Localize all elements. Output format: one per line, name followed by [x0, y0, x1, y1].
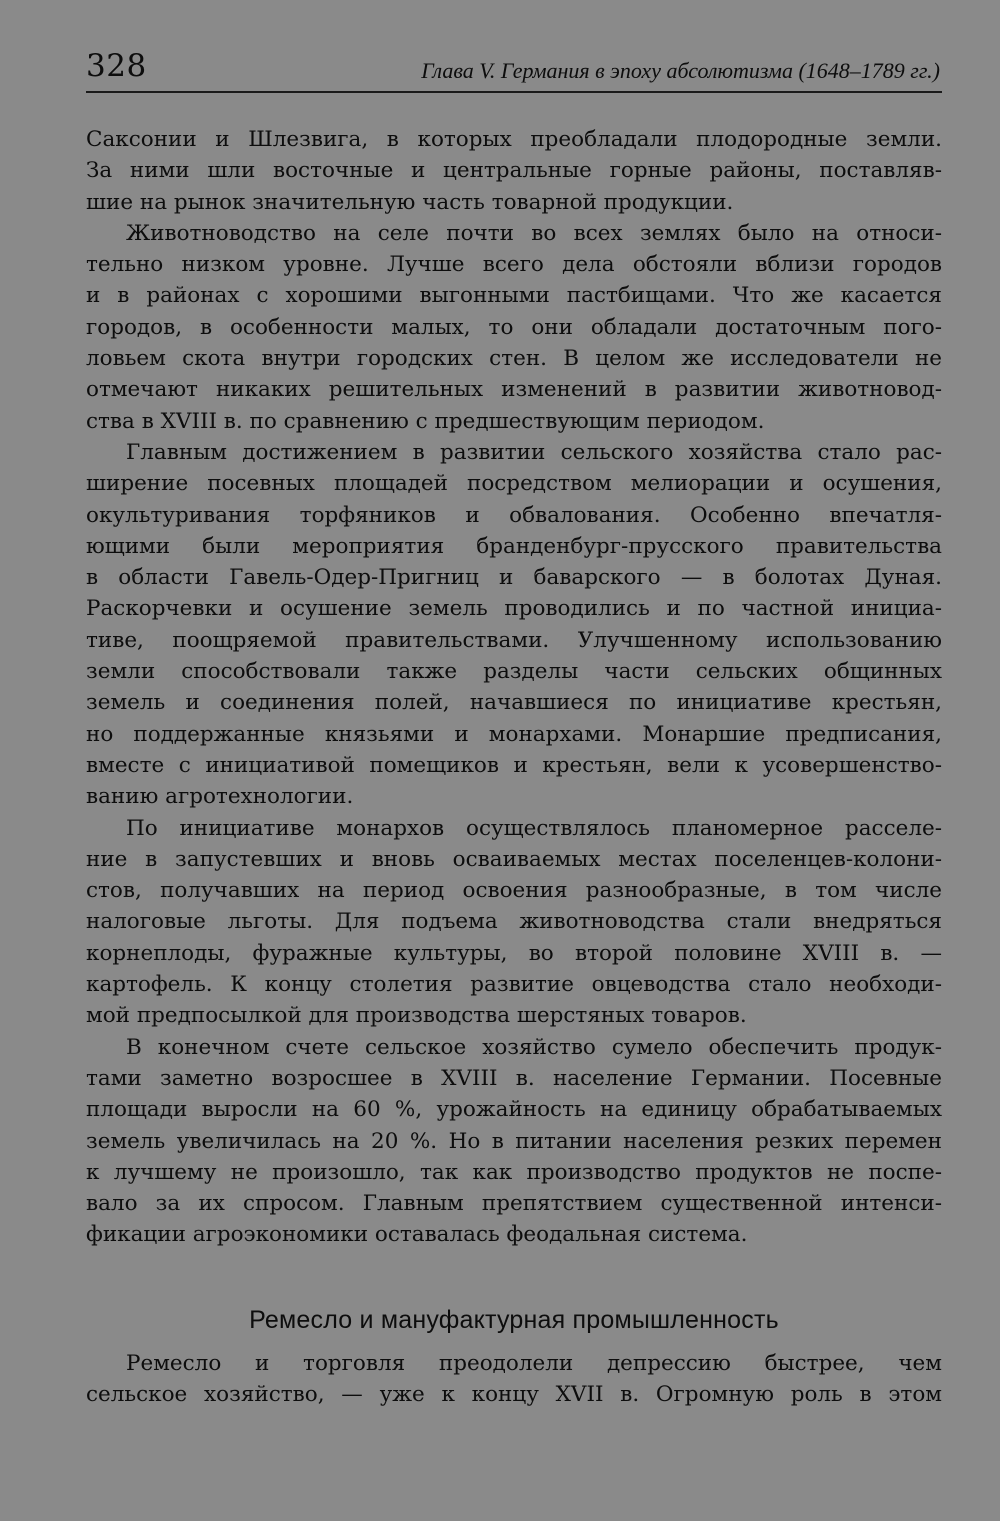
text-line: фикации агроэкономики оставалась феодальная система.	[86, 1222, 748, 1248]
paragraph	[86, 437, 942, 813]
page-header	[86, 40, 942, 92]
text-line: шие на рынок значительную часть товарной продукции.	[86, 189, 734, 215]
text-line: Ремесло и торговля преодолели депрессию быстрее, чем	[126, 1351, 942, 1376]
text-line: корнеплоды, фуражные культуры, во второй половине XVIII в. —	[86, 940, 942, 966]
text-line: Раскорчевки и осушение земель проводились и по частной инициа-	[86, 596, 942, 622]
paragraph	[86, 218, 942, 437]
text-line: ние в запустевших и вновь осваиваемых местах поселенцев-колони-	[86, 846, 942, 872]
text-line: За ними шли восточные и центральные горные районы, поставляв-	[86, 158, 942, 184]
text-line: ющими были мероприятия бранденбург-прусского правительства	[86, 533, 942, 559]
paragraph	[86, 813, 942, 1032]
section-body-text	[86, 1348, 942, 1411]
page-number: 328	[86, 48, 147, 84]
text-line: земель и соединения полей, начавшиеся по инициативе крестьян,	[86, 690, 942, 716]
text-line: тиве, поощряемой правительствами. Улучшенному использованию	[86, 627, 942, 653]
text-line: но поддержанные князьями и монархами. Монаршие предписания,	[86, 721, 942, 747]
text-line: вместе с инициативой помещиков и крестьян, вели к усовершенство-	[86, 752, 942, 778]
body-text	[86, 124, 942, 1251]
header-rule	[86, 91, 942, 93]
text-line: мой предпосылкой для производства шерстяных товаров.	[86, 1003, 747, 1029]
text-line: отмечают никаких решительных изменений в развитии животновод-	[86, 377, 942, 403]
text-line: в области Гавель-Одер-Пригниц и баварского — в болотах Дуная.	[86, 565, 942, 591]
text-line: Главным достижением в развитии сельского хозяйства стало рас-	[126, 439, 942, 465]
text-line: окультуривания торфяников и обвалования. Особенно впечатля-	[86, 502, 942, 528]
paragraph	[86, 124, 942, 218]
text-line: сельское хозяйство, — уже к концу XVII в. Огромную роль в этом	[86, 1382, 942, 1408]
text-line: Саксонии и Шлезвига, в которых преобладали плодородные земли.	[86, 127, 942, 152]
text-line: тами заметно возросшее в XVIII в. население Германии. Посевные	[86, 1065, 942, 1091]
text-line: ства в XVIII в. по сравнению с предшествующим периодом.	[86, 408, 765, 434]
text-line: вало за их спросом. Главным препятствием существенной интенси-	[86, 1191, 942, 1217]
text-line: земель увеличилась на 20 %. Но в питании населения резких перемен	[86, 1128, 942, 1154]
text-line: ванию агротехнологии.	[86, 784, 354, 810]
text-line: земли способствовали также разделы части сельских общинных	[86, 659, 942, 685]
text-line: площади выросли на 60 %, урожайность на единицу обрабатываемых	[86, 1097, 942, 1123]
text-line: городов, в особенности малых, то они обладали достаточным пого-	[86, 314, 942, 340]
section-heading: Ремесло и мануфактурная промышленность	[249, 1306, 779, 1334]
text-line: По инициативе монархов осуществлялось планомерное расселе-	[126, 815, 942, 841]
text-line: картофель. К концу столетия развитие овцеводства стало необходи-	[86, 972, 942, 998]
text-line: налоговые льготы. Для подъема животноводства стали внедряться	[86, 909, 942, 935]
text-line: и в районах с хорошими выгонными пастбищами. Что же касается	[86, 283, 942, 309]
text-line: тельно низком уровне. Лучше всего дела обстояли вблизи городов	[86, 252, 942, 278]
text-line: В конечном счете сельское хозяйство сумело обеспечить продук-	[126, 1034, 942, 1060]
text-line: Животноводство на селе почти во всех землях было на относи-	[126, 220, 942, 246]
text-line: стов, получавших на период освоения разнообразные, в том числе	[86, 878, 942, 904]
paragraph	[86, 1032, 942, 1251]
text-line: к лучшему не произошло, так как производство продуктов не поспе-	[86, 1159, 942, 1185]
text-line: ловьем скота внутри городских стен. В целом же исследователи не	[86, 346, 942, 372]
running-head: Глава V. Германия в эпоху абсолютизма (1648–1789 гг.)	[421, 58, 940, 83]
text-line: ширение посевных площадей посредством мелиорации и осушения,	[86, 471, 942, 497]
